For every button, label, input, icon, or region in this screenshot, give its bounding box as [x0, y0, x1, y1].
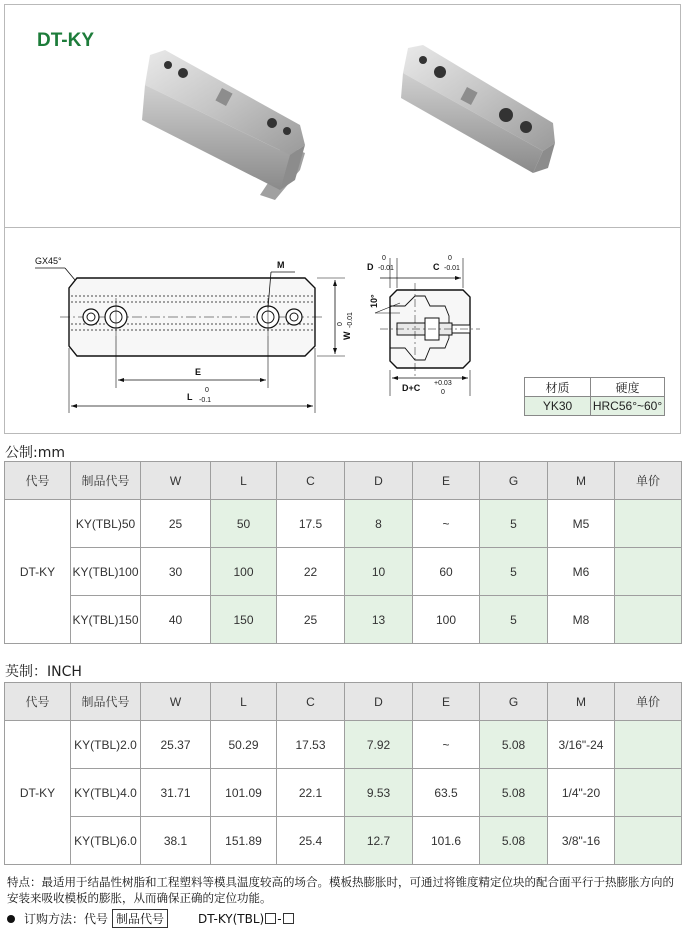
metric-header-l: L: [211, 462, 277, 500]
c-tol-top: 0: [448, 255, 452, 262]
e-label: E: [195, 367, 202, 377]
inch-header-w: W: [141, 683, 211, 721]
table-cell: 100: [413, 596, 480, 644]
table-row: [5, 548, 682, 596]
w-label: W: [342, 331, 352, 340]
table-cell: KY(TBL)4.0: [71, 769, 141, 817]
table-cell: 5.08: [480, 721, 548, 769]
metric-header-price: 单价: [615, 462, 682, 500]
inch-header-price: 单价: [615, 683, 682, 721]
table-cell: 17.5: [277, 500, 345, 548]
inch-table: [4, 682, 682, 865]
table-cell: 3/16"-24: [548, 721, 615, 769]
metric-header-g: G: [480, 462, 548, 500]
table-cell: 10: [345, 548, 413, 596]
table-cell: ~: [413, 500, 480, 548]
dc-tol-top: +0.03: [434, 380, 452, 387]
c-label: C: [433, 262, 440, 272]
table-cell: 5: [480, 548, 548, 596]
metric-title: 公制:mm: [5, 445, 65, 461]
w-tol-bottom: -0.01: [347, 312, 354, 328]
table-cell: 17.53: [277, 721, 345, 769]
order-code: [198, 912, 295, 926]
metric-header-code: 代号: [5, 462, 71, 500]
table-cell: 5.08: [480, 769, 548, 817]
table-cell: 25: [277, 596, 345, 644]
table-row: [5, 769, 682, 817]
table-cell: 50: [211, 500, 277, 548]
l-tol-bottom: -0.1: [199, 397, 212, 404]
table-row: [5, 817, 682, 865]
order-method: [7, 909, 295, 928]
table-cell: 12.7: [345, 817, 413, 865]
product-photo-1: [130, 45, 315, 205]
table-cell: 7.92: [345, 721, 413, 769]
table-cell: 5.08: [480, 817, 548, 865]
hardness-value: HRC56°~60°: [591, 397, 665, 416]
table-cell: KY(TBL)100: [71, 548, 141, 596]
table-cell: 150: [211, 596, 277, 644]
inch-title: 英制：INCH: [5, 664, 82, 680]
order-separator: -: [277, 911, 282, 926]
table-cell: 63.5: [413, 769, 480, 817]
table-cell: KY(TBL)150: [71, 596, 141, 644]
table-cell: KY(TBL)6.0: [71, 817, 141, 865]
table-cell: [615, 500, 682, 548]
table-cell: 3/8"-16: [548, 817, 615, 865]
metric-group-code: DT-KY: [5, 500, 71, 644]
table-row: [5, 596, 682, 644]
table-row: [5, 500, 682, 548]
bullet-icon: [7, 915, 15, 923]
order-label: 订购方法：代号: [24, 912, 109, 926]
order-code-prefix: DT-KY(TBL): [198, 911, 265, 926]
table-cell: 8: [345, 500, 413, 548]
l-label: L: [187, 392, 193, 402]
metric-header-d: D: [345, 462, 413, 500]
table-cell: 13: [345, 596, 413, 644]
dc-tol-bottom: 0: [441, 389, 445, 396]
table-cell: [615, 721, 682, 769]
inch-header-m: M: [548, 683, 615, 721]
table-cell: M8: [548, 596, 615, 644]
table-cell: ~: [413, 721, 480, 769]
table-cell: M5: [548, 500, 615, 548]
order-boxed-label: 制品代号: [112, 909, 168, 928]
table-cell: 100: [211, 548, 277, 596]
feature-note: 特点：最适用于结晶性树脂和工程塑料等模具温度较高的场合。模板热膨胀时，可通过将锥度精定位块的配合面平行于热膨胀方向的安装来吸收模板的膨胀，从而确保正确的定位功能。: [7, 875, 674, 905]
order-blank-box: [283, 913, 294, 924]
d-label: D: [367, 262, 374, 272]
inch-header-d: D: [345, 683, 413, 721]
table-cell: 25.4: [277, 817, 345, 865]
table-cell: 40: [141, 596, 211, 644]
table-cell: 25.37: [141, 721, 211, 769]
table-cell: 60: [413, 548, 480, 596]
angle-label: 10°: [369, 294, 379, 308]
model-title: DT-KY: [37, 30, 94, 51]
material-table: [524, 377, 665, 416]
material-header: 材质: [525, 378, 591, 397]
table-cell: KY(TBL)2.0: [71, 721, 141, 769]
material-value: YK30: [525, 397, 591, 416]
d-tol-bottom: -0.01: [378, 265, 394, 272]
metric-header-c: C: [277, 462, 345, 500]
table-cell: 38.1: [141, 817, 211, 865]
table-cell: [615, 769, 682, 817]
table-cell: 9.53: [345, 769, 413, 817]
m-label: M: [277, 260, 285, 270]
table-cell: 5: [480, 596, 548, 644]
chamfer-label: GX45°: [35, 256, 62, 266]
table-cell: M6: [548, 548, 615, 596]
inch-header-c: C: [277, 683, 345, 721]
table-cell: [615, 596, 682, 644]
metric-header-w: W: [141, 462, 211, 500]
metric-header-product: 制品代号: [71, 462, 141, 500]
metric-table: [4, 461, 682, 644]
table-cell: [615, 817, 682, 865]
inch-header-code: 代号: [5, 683, 71, 721]
order-blank-box: [265, 913, 276, 924]
metric-header-m: M: [548, 462, 615, 500]
l-tol-top: 0: [205, 387, 209, 394]
table-cell: KY(TBL)50: [71, 500, 141, 548]
table-row: [5, 721, 682, 769]
table-cell: 30: [141, 548, 211, 596]
table-cell: 50.29: [211, 721, 277, 769]
c-tol-bottom: -0.01: [444, 265, 460, 272]
product-photo-2: [393, 43, 563, 178]
table-cell: 22: [277, 548, 345, 596]
table-cell: 22.1: [277, 769, 345, 817]
metric-header-e: E: [413, 462, 480, 500]
inch-header-g: G: [480, 683, 548, 721]
table-cell: 31.71: [141, 769, 211, 817]
table-cell: [615, 548, 682, 596]
table-cell: 25: [141, 500, 211, 548]
table-cell: 1/4"-20: [548, 769, 615, 817]
product-panel: [4, 4, 681, 434]
table-cell: 101.09: [211, 769, 277, 817]
hardness-header: 硬度: [591, 378, 665, 397]
table-cell: 151.89: [211, 817, 277, 865]
inch-header-e: E: [413, 683, 480, 721]
dc-label: D+C: [402, 383, 421, 393]
inch-header-l: L: [211, 683, 277, 721]
inch-group-code: DT-KY: [5, 721, 71, 865]
d-tol-top: 0: [382, 255, 386, 262]
table-cell: 101.6: [413, 817, 480, 865]
inch-header-product: 制品代号: [71, 683, 141, 721]
table-cell: 5: [480, 500, 548, 548]
w-tol-top: 0: [337, 322, 344, 326]
